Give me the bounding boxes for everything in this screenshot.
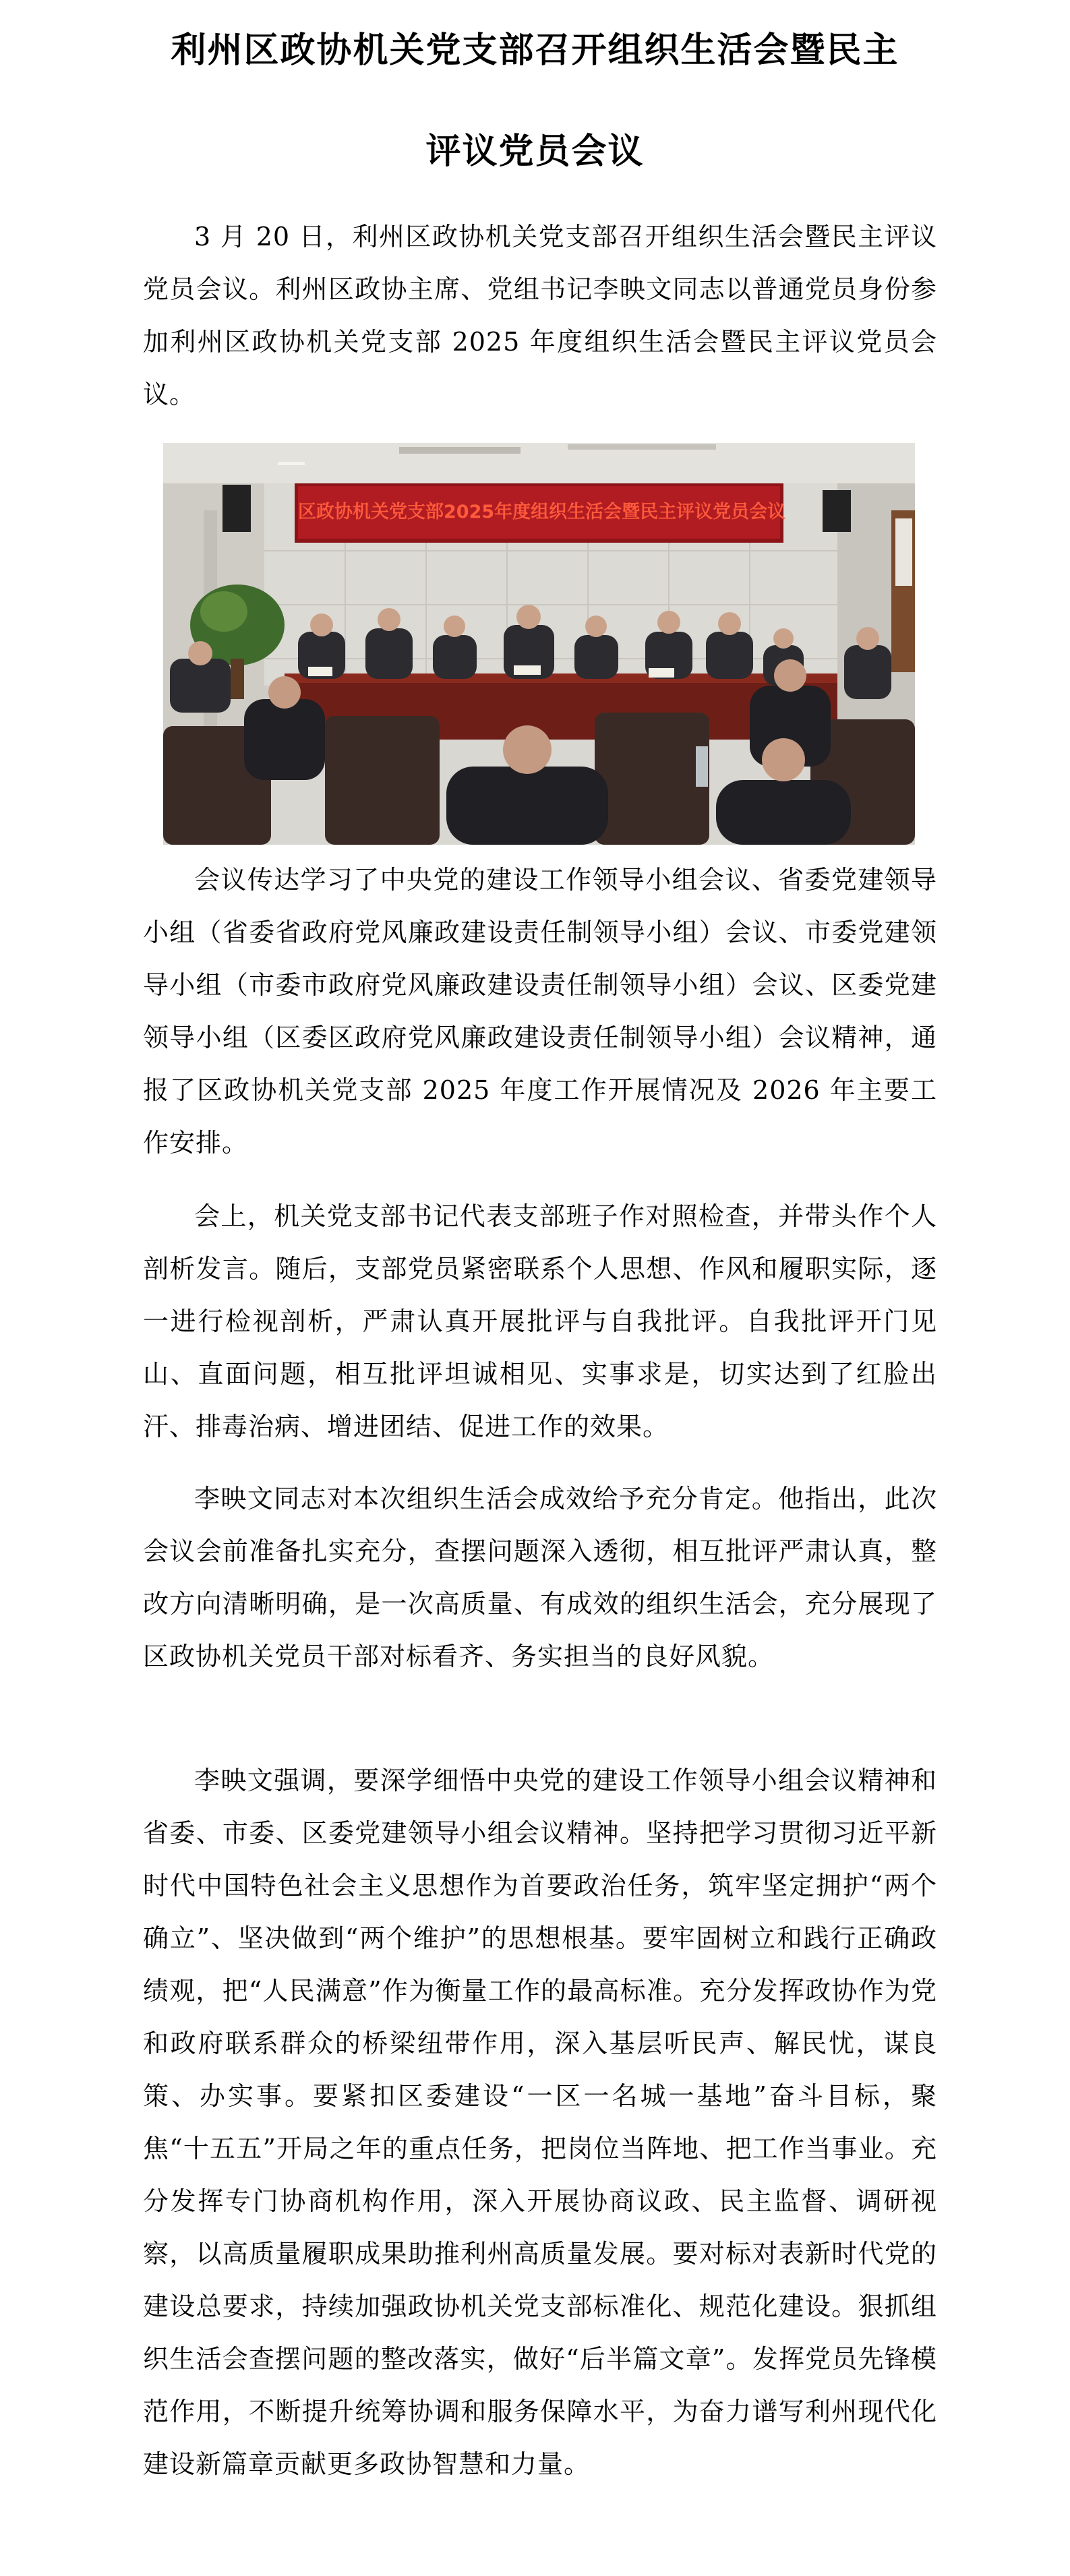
meeting-photo	[163, 443, 915, 845]
paragraph-4: 李映文同志对本次组织生活会成效给予充分肯定。他指出，此次会议会前准备扎实充分，查摆问题深入透彻，相互批评严肃认真，整改方向清晰明确，是一次高质量、有成效的组织生活会，充分展现了区政协机关党员干部对标看齐、务实担当的良好风貌。	[143, 1484, 937, 1671]
article-title-line-1: 利州区政协机关党支部召开组织生活会暨民主	[171, 30, 899, 71]
paragraph-3: 会上，机关党支部书记代表支部班子作对照检查，并带头作个人剖析发言。随后，支部党员紧密联系个人思想、作风和履职实际，逐一进行检视剖析，严肃认真开展批评与自我批评。自我批评开门见山、直面问题，相互批评坦诚相见、实事求是，切实达到了红脸出汗、排毒治病、增进团结、促进工作的效果。	[143, 1201, 937, 1441]
article-title-line-2: 评议党员会议	[425, 131, 645, 172]
paragraph-1: 3 月 20 日，利州区政协机关党支部召开组织生活会暨民主评议党员会议。利州区政协主席、党组书记李映文同志以普通党员身份参加利州区政协机关党支部 2025 年度组织生活会暨民主评议党员会议。	[143, 222, 937, 409]
article-title	[101, 0, 969, 202]
paragraph-5: 李映文强调，要深学细悟中央党的建设工作领导小组会议精神和省委、市委、区委党建领导小组会议精神。坚持把学习贯彻习近平新时代中国特色社会主义思想作为首要政治任务，筑牢坚定拥护“两个确立”、坚决做到“两个维护”的思想根基。要牢固树立和践行正确政绩观，把“人民满意”作为衡量工作的最高标准。充分发挥政协作为党和政府联系群众的桥梁纽带作用，深入基层听民声、解民忧，谋良策、办实事。要紧扣区委建设“一区一名城一基地”奋斗目标，聚焦“十五五”开局之年的重点任务，把岗位当阵地、把工作当事业。充分发挥专门协商机构作用，深入开展协商议政、民主监督、调研视察，以高质量履职成果助推利州高质量发展。要对标对表新时代党的建设总要求，持续加强政协机关党支部标准化、规范化建设。狠抓组织生活会查摆问题的整改落实，做好“后半篇文章”。发挥党员先锋模范作用，不断提升统筹协调和服务保障水平，为奋力谱写利州现代化建设新篇章贡献更多政协智慧和力量。	[143, 1766, 937, 2479]
meeting-banner-text: 区政协机关党支部2025年度组织生活会暨民主评议党员会议	[298, 502, 786, 522]
paragraph-2: 会议传达学习了中央党的建设工作领导小组会议、省委党建领导小组（省委省政府党风廉政建设责任制领导小组）会议、市委党建领导小组（市委市政府党风廉政建设责任制领导小组）会议、区委党建领导小组（区委区政府党风廉政建设责任制领导小组）会议精神，通报了区政协机关党支部 2025 年度工作开展情况及 2026 年主要工作安排。	[143, 865, 937, 1158]
